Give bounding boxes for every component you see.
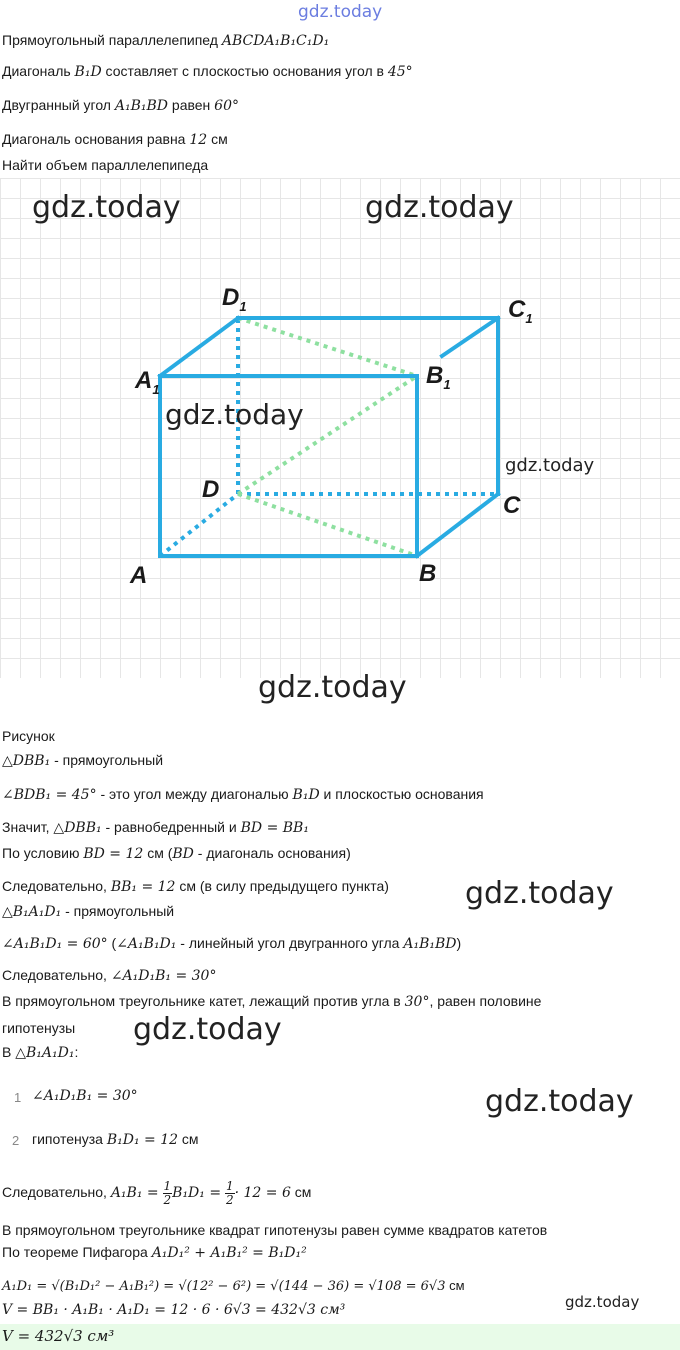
figure-watermark: gdz.today — [258, 670, 407, 705]
diagonal-BD — [238, 494, 417, 556]
fraction: $\frac{1}{2}$ — [163, 1179, 172, 1207]
edge-A1D1 — [160, 318, 238, 376]
vertex-label-B1: $B_1$ — [426, 362, 451, 392]
vertex-label-B: B — [419, 560, 437, 587]
list-item: гипотенуза B₁D₁ = 12 см — [32, 1131, 199, 1148]
solution-line: Значит, △DBB₁ - равнобедренный и BD = BB₁ — [2, 819, 309, 836]
solution-line: V = BB₁ · A₁B₁ · A₁D₁ = 12 · 6 · 6√3 = 432√3 см³ — [2, 1302, 346, 1318]
vertex-label-C: C — [503, 492, 521, 519]
edge-AD — [160, 494, 238, 556]
fraction: $\frac{1}{2}$ — [225, 1179, 234, 1207]
solution-line: Следовательно, ∠A₁D₁B₁ = 30° — [2, 967, 217, 984]
figure-watermark: gdz.today — [505, 455, 595, 476]
solution-line: A₁D₁ = √(B₁D₁² − A₁B₁²) = √(12² − 6²) = √(144 − 36) = √108 = 6√3 см — [2, 1278, 465, 1294]
solution-line: По теореме Пифагора A₁D₁² + A₁B₁² = B₁D₁² — [2, 1244, 307, 1261]
task-line-1: Прямоугольный параллелепипед ABCDA₁B₁C₁D₁ — [2, 32, 330, 49]
list-item-number: 2 — [12, 1133, 20, 1148]
task-line-3: Двугранный угол A₁B₁BD равен 60° — [2, 97, 239, 114]
figure-watermark: gdz.today — [365, 190, 514, 225]
solution-line: Рисунок — [2, 728, 55, 744]
diagonal-B1D1 — [238, 318, 417, 376]
solution-line: △DBB₁ - прямоугольный — [2, 752, 164, 769]
body-watermark: gdz.today — [485, 1084, 634, 1119]
solution-line: Следовательно, BB₁ = 12 см (в силу предыдущего пункта) — [2, 878, 389, 895]
solution-line: гипотенузы — [2, 1020, 76, 1036]
solution-line: ∠A₁B₁D₁ = 60° (∠A₁B₁D₁ - линейный угол двугранного угла A₁B₁BD) — [2, 935, 462, 952]
header-watermark: gdz.today — [298, 2, 383, 22]
solution-line: ∠BDB₁ = 45° - это угол между диагональю B₁D и плоскостью основания — [2, 786, 484, 803]
solution-line: В прямоугольном треугольнике катет, лежащий против угла в 30°, равен половине — [2, 993, 542, 1010]
edge-B1C1 — [442, 318, 498, 356]
list-item-number: 1 — [14, 1090, 22, 1105]
final-answer: V = 432√3 см³ — [2, 1327, 115, 1345]
vertex-label-A1: $A_1$ — [135, 367, 160, 397]
vertex-label-C1: $C_1$ — [508, 296, 533, 326]
solution-line: В прямоугольном треугольнике квадрат гипотенузы равен сумме квадратов катетов — [2, 1222, 548, 1238]
solution-line: △B₁A₁D₁ - прямоугольный — [2, 903, 175, 920]
figure-watermark: gdz.today — [32, 190, 181, 225]
figure-watermark: gdz.today — [165, 398, 304, 431]
task-line-4: Диагональ основания равна 12 см — [2, 131, 228, 148]
edge-BC — [417, 494, 498, 556]
vertex-label-A: A — [130, 562, 148, 589]
task-line-5: Найти объем параллелепипеда — [2, 157, 209, 173]
parallelepiped-figure — [0, 178, 680, 678]
body-watermark: gdz.today — [133, 1012, 282, 1047]
vertex-label-D: D — [202, 476, 220, 503]
vertex-label-D1: $D_1$ — [222, 284, 247, 314]
solution-line: По условию BD = 12 см (BD - диагональ основания) — [2, 845, 351, 862]
task-line-2: Диагональ B₁D составляет с плоскостью основания угол в 45° — [2, 63, 413, 80]
body-watermark: gdz.today — [565, 1293, 640, 1311]
diagonal-B1D — [238, 376, 417, 494]
list-item: ∠A₁D₁B₁ = 30° — [32, 1088, 138, 1104]
body-watermark: gdz.today — [465, 876, 614, 911]
solution-line: Следовательно, A₁B₁ = $\frac{1}{2}$ B₁D₁ = $\frac{1}{2}$ · 12 = 6 см — [2, 1179, 312, 1207]
solution-line: В △B₁A₁D₁: — [2, 1044, 79, 1061]
